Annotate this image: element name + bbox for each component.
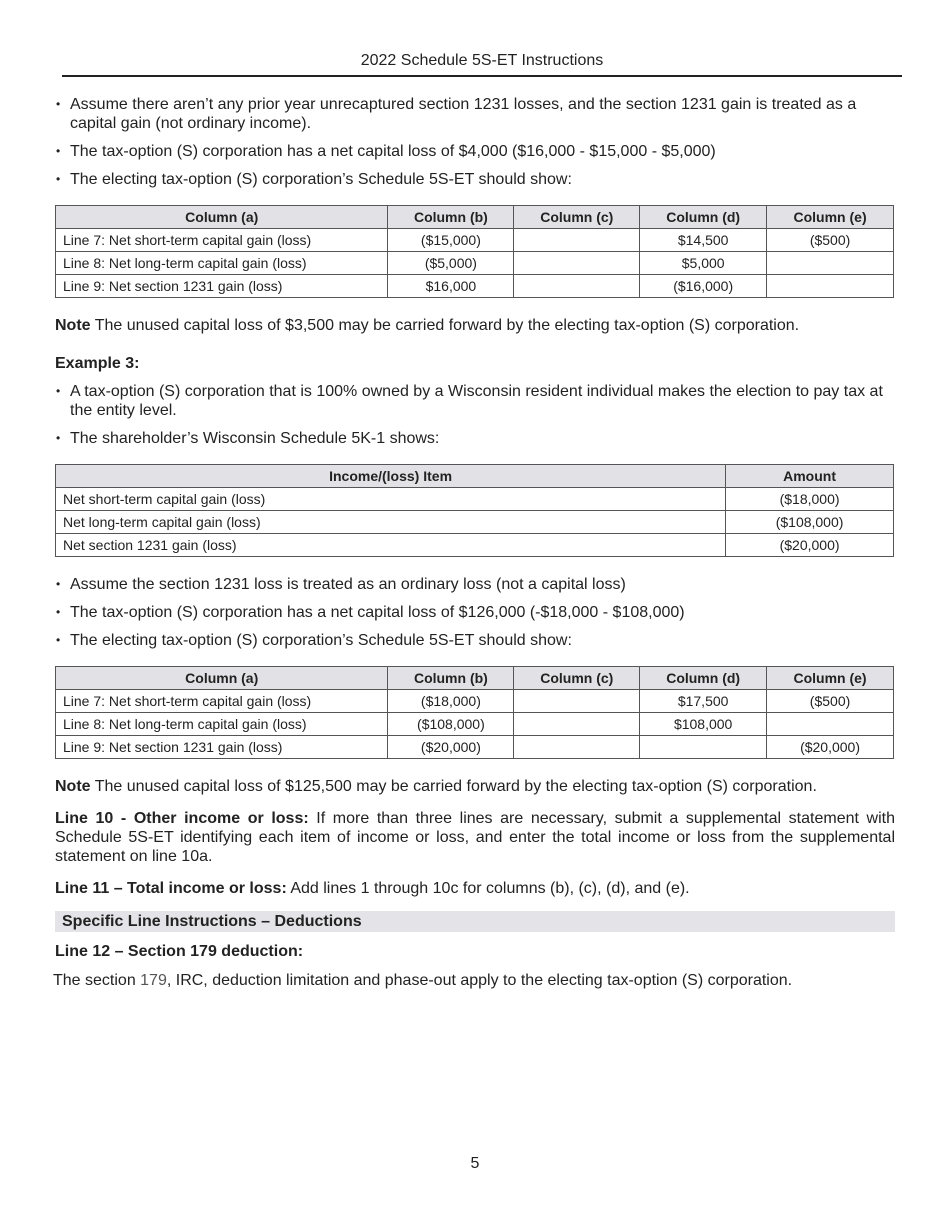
bullet-list-2 [55,382,895,448]
table-row [56,488,894,511]
header-rule [62,75,902,77]
page-header-title: 2022 Schedule 5S-ET Instructions [360,52,604,69]
list-item: • The tax-option (S) corporation has a net capital loss of $4,000 ($16,000 - $15,000 - $5,000) [55,142,895,161]
list-item: • The shareholder’s Wisconsin Schedule 5K-1 shows: [55,429,895,448]
table-row [56,690,894,713]
schedule-table-1 [55,205,894,298]
table-cell: ($18,000) [726,488,894,511]
schedule-5k1-table [55,464,894,557]
line-12-label: Line 12 – Section 179 deduction: [55,943,304,960]
table-cell: Line 8: Net long-term capital gain (loss) [56,713,388,736]
list-item: • Assume the section 1231 loss is treated as an ordinary loss (not a capital loss) [55,575,895,594]
example-3-title: Example 3: [55,355,140,372]
column-header: Column (c) [514,206,640,229]
table-row [56,275,894,298]
table-cell [514,229,640,252]
table-cell: $16,000 [388,275,514,298]
column-header: Column (b) [388,206,514,229]
line-10-text: If more than three lines are necessary, submit a supplemental statement with Schedule 5S-ET identifying each item of income or loss, and enter the total income or loss from the supplemental statement on line 10a. [55,810,895,865]
table-cell: $17,500 [640,690,767,713]
table-cell: Net long-term capital gain (loss) [56,511,726,534]
section-heading-deductions: Specific Line Instructions – Deductions [55,911,895,932]
list-item: • The electing tax-option (S) corporation’s Schedule 5S-ET should show: [55,631,895,650]
table-cell: ($500) [767,690,894,713]
list-item: • The electing tax-option (S) corporation’s Schedule 5S-ET should show: [55,170,895,189]
note-text: The unused capital loss of $3,500 may be carried forward by the electing tax-option (S) corporation. [90,317,800,334]
table-cell: ($20,000) [726,534,894,557]
column-header: Column (d) [640,206,767,229]
column-header: Column (a) [56,667,388,690]
table-cell: Line 9: Net section 1231 gain (loss) [56,275,388,298]
table-cell: ($15,000) [388,229,514,252]
column-header: Column (e) [767,206,894,229]
column-header: Income/(loss) Item [56,465,726,488]
table-row [56,736,894,759]
column-header: Amount [726,465,894,488]
note-1 [55,316,895,335]
table-cell: ($500) [767,229,894,252]
table-cell: ($18,000) [388,690,514,713]
list-item: • A tax-option (S) corporation that is 100% owned by a Wisconsin resident individual makes the election to pay tax at the entity level. [55,382,895,420]
bullet-list-1 [55,95,895,189]
table-cell [767,713,894,736]
table-row [56,252,894,275]
page-number: 5 [470,1155,480,1172]
line-11-label: Line 11 – Total income or loss: [55,880,287,897]
table-cell [514,736,640,759]
table-cell: ($5,000) [388,252,514,275]
line-12-text-before: The section [53,972,141,989]
table-cell: $108,000 [640,713,767,736]
table-cell: ($20,000) [388,736,514,759]
schedule-table-3 [55,666,894,759]
table-cell: ($20,000) [767,736,894,759]
table-cell: Line 7: Net short-term capital gain (loss) [56,229,388,252]
column-header: Column (a) [56,206,388,229]
table-cell: Net short-term capital gain (loss) [56,488,726,511]
table-row [56,534,894,557]
column-header: Column (b) [388,667,514,690]
line-11-text: Add lines 1 through 10c for columns (b), (c), (d), and (e). [286,880,690,897]
table-cell: Line 9: Net section 1231 gain (loss) [56,736,388,759]
table-cell: ($108,000) [726,511,894,534]
line-12-body [53,971,895,990]
table-cell [514,713,640,736]
column-header: Column (d) [640,667,767,690]
table-cell [767,275,894,298]
note-label: Note [55,317,91,334]
line-11-instruction [55,879,895,898]
table-row [56,229,894,252]
list-item: • The tax-option (S) corporation has a net capital loss of $126,000 (-$18,000 - $108,000) [55,603,895,622]
line-10-instruction [55,809,895,866]
table-cell [514,252,640,275]
bullet-list-3 [55,575,895,650]
line-12-text-after: , IRC, deduction limitation and phase-out apply to the electing tax-option (S) corporation. [166,972,793,989]
note-label: Note [55,778,91,795]
note-text: The unused capital loss of $125,500 may be carried forward by the electing tax-option (S) corporation. [90,778,817,795]
table-cell [767,252,894,275]
column-header: Column (e) [767,667,894,690]
table-cell: ($108,000) [388,713,514,736]
table-cell: Line 8: Net long-term capital gain (loss) [56,252,388,275]
line-12-heading [55,942,895,961]
column-header: Column (c) [514,667,640,690]
table-cell [514,690,640,713]
table-cell: Line 7: Net short-term capital gain (loss) [56,690,388,713]
table-cell: $14,500 [640,229,767,252]
list-item: • Assume there aren’t any prior year unrecaptured section 1231 losses, and the section 1231 gain is treated as a capital gain (not ordinary income). [55,95,895,133]
table-row [56,511,894,534]
note-2 [55,777,895,796]
table-cell: ($16,000) [640,275,767,298]
irc-section-179-link[interactable]: 179 [140,972,167,989]
table-cell: Net section 1231 gain (loss) [56,534,726,557]
table-row [56,713,894,736]
line-10-label: Line 10 - Other income or loss: [55,810,309,827]
table-cell [640,736,767,759]
table-cell: $5,000 [640,252,767,275]
table-cell [514,275,640,298]
content [55,95,895,1003]
